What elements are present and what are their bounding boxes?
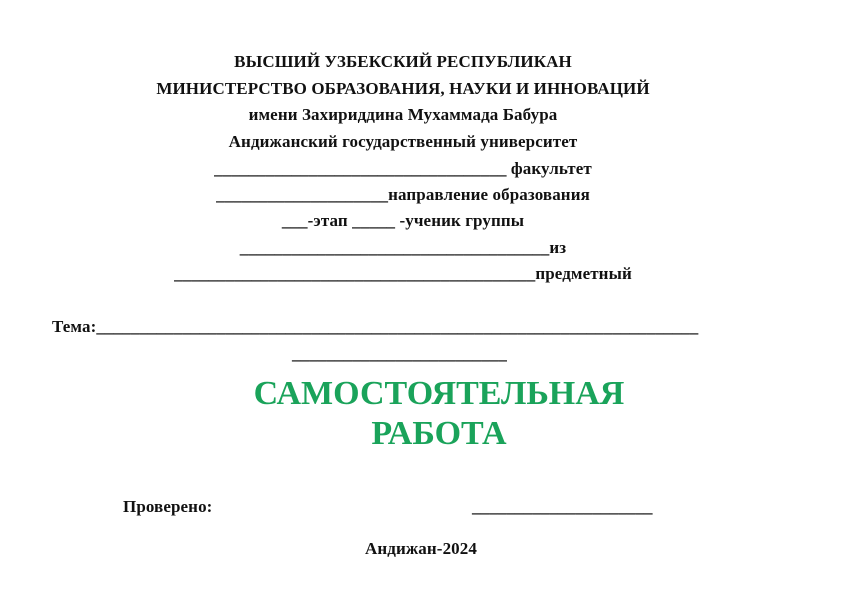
header-named-after: имени Захириддина Мухаммада Бабура — [248, 105, 558, 124]
document-title-line-2: РАБОТА — [371, 415, 507, 452]
stage-group-field: ___-этап _____ -ученик группы — [281, 211, 525, 230]
checked-blank: _____________________ — [472, 497, 653, 516]
header-line-1: ВЫСШИЙ УЗБЕКСКИЙ РЕСПУБЛИКАН — [234, 52, 572, 71]
topic-continuation: _________________________ — [292, 344, 507, 363]
city-year: Андижан-2024 — [365, 539, 477, 558]
header-ministry: МИНИСТЕРСТВО ОБРАЗОВАНИЯ, НАУКИ И ИННОВАЦИЙ — [156, 79, 650, 98]
from-field: ____________________________________из — [239, 238, 567, 257]
direction-field: ____________________направление образования — [216, 185, 590, 204]
topic-field: Тема:______________________________________________________________________ — [52, 317, 699, 336]
faculty-field: __________________________________ факультет — [214, 159, 592, 178]
header-university: Андижанский государственный университет — [228, 132, 578, 151]
checked-label: Проверено: — [123, 497, 213, 516]
subject-field: __________________________________________предметный — [174, 264, 632, 283]
document-title-line-1: САМОСТОЯТЕЛЬНАЯ — [253, 375, 625, 412]
